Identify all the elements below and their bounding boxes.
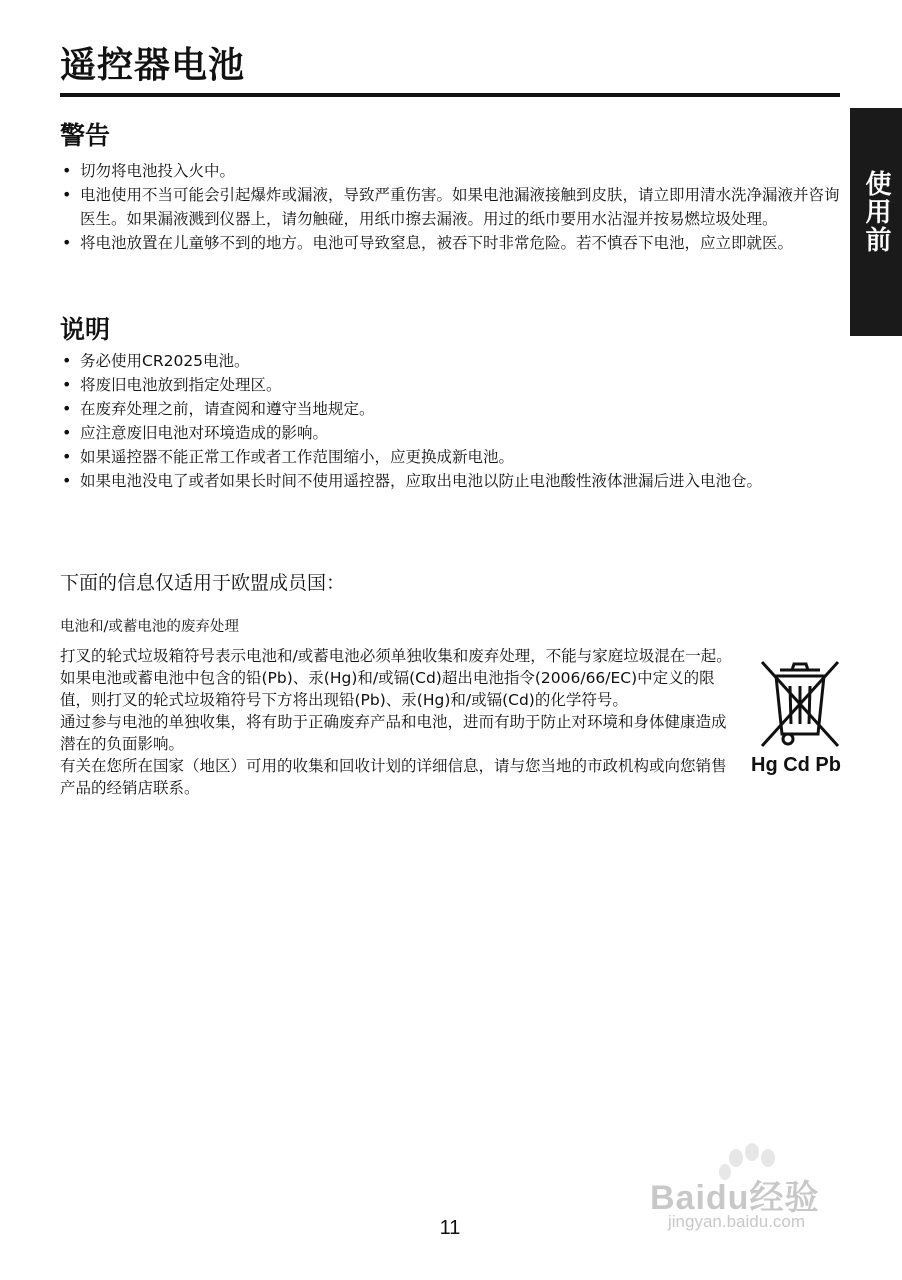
- side-tab-label: 使用前: [861, 170, 891, 254]
- crossed-out-wheelie-bin-icon: [760, 660, 840, 748]
- watermark-logo-text: Baidu经验: [650, 1179, 820, 1217]
- section-side-tab: [850, 108, 902, 336]
- notes-heading: 说明: [60, 315, 111, 344]
- warning-item: • 切勿将电池投入火中。: [60, 159, 840, 183]
- page-number: 11: [439, 1217, 461, 1239]
- warning-item: • 电池使用不当可能会引起爆炸或漏液，导致严重伤害。如果电池漏液接触到皮肤，请立即用清水洗净漏液并咨询医生。如果漏液溅到仪器上，请勿触碰，用纸巾擦去漏液。用过的纸巾要用水沾湿并按易燃垃圾处理。: [60, 183, 840, 231]
- notes-item: • 在废弃处理之前，请查阅和遵守当地规定。: [60, 397, 840, 421]
- warning-heading: 警告: [60, 121, 111, 150]
- notes-list: [60, 349, 840, 493]
- eu-body: [60, 645, 736, 799]
- page-title: 遥控器电池: [60, 45, 246, 86]
- chemical-symbols-label: Hg Cd Pb: [751, 754, 841, 776]
- eu-paragraph: 打叉的轮式垃圾箱符号表示电池和/或蓄电池必须单独收集和废弃处理，不能与家庭垃圾混在一起。: [60, 647, 732, 665]
- watermark-url: jingyan.baidu.com: [668, 1212, 806, 1231]
- warning-list: [60, 159, 840, 255]
- notes-item: • 应注意废旧电池对环境造成的影响。: [60, 421, 840, 445]
- notes-item: • 务必使用CR2025电池。: [60, 349, 840, 373]
- eu-subtitle: 电池和/或蓄电池的废弃处理: [60, 619, 239, 635]
- notes-item: • 如果电池没电了或者如果长时间不使用遥控器，应取出电池以防止电池酸性液体泄漏后进入电池仓。: [60, 469, 840, 493]
- warning-item: • 将电池放置在儿童够不到的地方。电池可导致窒息，被吞下时非常危险。若不慎吞下电池，应立即就医。: [60, 231, 840, 255]
- eu-title: 下面的信息仅适用于欧盟成员国：: [60, 572, 346, 594]
- notes-item: • 将废旧电池放到指定处理区。: [60, 373, 840, 397]
- notes-item: • 如果遥控器不能正常工作或者工作范围缩小，应更换成新电池。: [60, 445, 840, 469]
- title-divider: [60, 93, 840, 97]
- eu-paragraph: 如果电池或蓄电池中包含的铅(Pb)、汞(Hg)和/或镉(Cd)超出电池指令(2006/66/EC)中定义的限值，则打叉的轮式垃圾箱符号下方将出现铅(Pb)、汞(Hg)和/或镉(Cd)的化学符号。: [60, 669, 715, 709]
- eu-paragraph: 有关在您所在国家（地区）可用的收集和回收计划的详细信息，请与您当地的市政机构或向您销售产品的经销店联系。: [60, 757, 727, 797]
- eu-paragraph: 通过参与电池的单独收集，将有助于正确废弃产品和电池，进而有助于防止对环境和身体健康造成潜在的负面影响。: [60, 713, 727, 753]
